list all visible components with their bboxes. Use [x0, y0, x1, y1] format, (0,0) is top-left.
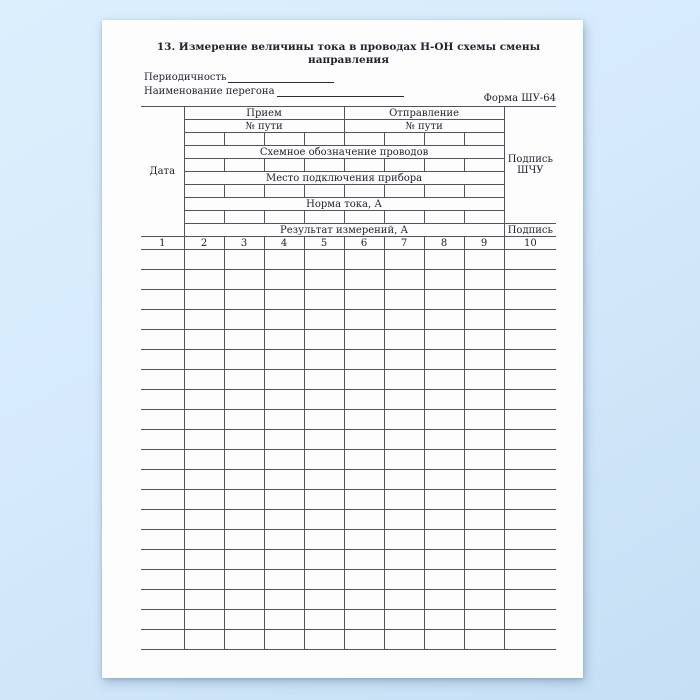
- table-row: [141, 570, 556, 590]
- body-cell: [464, 450, 504, 470]
- body-cell: [184, 250, 224, 270]
- body-cell: [384, 390, 424, 410]
- table-row: [141, 410, 556, 430]
- departure-header: Отправление: [344, 107, 504, 120]
- wire-designation-value-cell: [344, 159, 384, 172]
- body-cell: [424, 630, 464, 650]
- table-row: [141, 530, 556, 550]
- body-cell: [184, 270, 224, 290]
- body-cell: [141, 530, 184, 550]
- stage-name-field: [144, 86, 404, 97]
- table-row: [141, 350, 556, 370]
- current-norm-value-cell: [464, 211, 504, 224]
- page-title: 13. Измерение величины тока в проводах Н-ОН схемы смены направления: [156, 41, 541, 66]
- body-cell: [384, 490, 424, 510]
- body-cell: [464, 350, 504, 370]
- table-row: [141, 430, 556, 450]
- signature-header: Подпись: [504, 224, 556, 237]
- current-norm-value-cell: [224, 211, 264, 224]
- body-cell: [184, 450, 224, 470]
- body-cell: [384, 250, 424, 270]
- stage-name-blank-line: [277, 86, 404, 97]
- body-cell: [304, 250, 344, 270]
- body-cell: [141, 570, 184, 590]
- body-cell: [264, 290, 304, 310]
- body-cell: [504, 510, 556, 530]
- body-cell: [384, 410, 424, 430]
- track-number-value-cell: [344, 133, 384, 146]
- body-cell: [464, 470, 504, 490]
- device-place-value-cell: [184, 185, 224, 198]
- body-cell: [344, 410, 384, 430]
- body-cell: [424, 430, 464, 450]
- body-cell: [424, 470, 464, 490]
- body-cell: [141, 270, 184, 290]
- body-cell: [344, 470, 384, 490]
- body-cell: [304, 350, 344, 370]
- body-cell: [344, 590, 384, 610]
- track-number-value-cell: [304, 133, 344, 146]
- body-cell: [184, 510, 224, 530]
- device-place-value-cell: [464, 185, 504, 198]
- table-row: [141, 490, 556, 510]
- body-cell: [141, 470, 184, 490]
- body-cell: [384, 630, 424, 650]
- body-cell: [464, 290, 504, 310]
- body-cell: [224, 530, 264, 550]
- body-cell: [141, 550, 184, 570]
- table-row: [141, 630, 556, 650]
- body-cell: [224, 610, 264, 630]
- body-cell: [424, 350, 464, 370]
- body-cell: [384, 270, 424, 290]
- column-number-cell: 3: [224, 237, 264, 250]
- body-cell: [184, 470, 224, 490]
- body-cell: [424, 590, 464, 610]
- body-cell: [224, 370, 264, 390]
- body-cell: [264, 410, 304, 430]
- body-cell: [504, 250, 556, 270]
- body-cell: [264, 370, 304, 390]
- body-cell: [384, 350, 424, 370]
- body-cell: [464, 630, 504, 650]
- table-row: [141, 450, 556, 470]
- column-number-cell: 2: [184, 237, 224, 250]
- measurement-result-header: Результат измерений, А: [184, 224, 504, 237]
- wire-designation-value-cell: [304, 159, 344, 172]
- body-cell: [264, 550, 304, 570]
- current-norm-value-cell: [344, 211, 384, 224]
- body-cell: [184, 350, 224, 370]
- body-cell: [344, 490, 384, 510]
- body-cell: [424, 450, 464, 470]
- body-cell: [141, 310, 184, 330]
- body-cell: [264, 270, 304, 290]
- current-norm-value-cell: [424, 211, 464, 224]
- current-norm-header: Норма тока, А: [184, 198, 504, 211]
- table-header: [141, 107, 556, 250]
- body-cell: [464, 510, 504, 530]
- body-cell: [464, 310, 504, 330]
- body-cell: [384, 330, 424, 350]
- device-place-value-cell: [344, 185, 384, 198]
- body-cell: [304, 590, 344, 610]
- body-cell: [424, 390, 464, 410]
- body-cell: [184, 630, 224, 650]
- wires-designation-header: Схемное обозначение проводов: [184, 146, 504, 159]
- body-cell: [184, 370, 224, 390]
- table-row: [141, 550, 556, 570]
- body-cell: [264, 450, 304, 470]
- body-cell: [344, 630, 384, 650]
- column-number-cell: 4: [264, 237, 304, 250]
- wire-designation-value-cell: [384, 159, 424, 172]
- body-cell: [184, 430, 224, 450]
- body-cell: [424, 290, 464, 310]
- body-cell: [264, 630, 304, 650]
- body-cell: [344, 570, 384, 590]
- wire-designation-value-cell: [424, 159, 464, 172]
- body-cell: [344, 510, 384, 530]
- header-row-track-number: [141, 120, 556, 133]
- body-cell: [141, 390, 184, 410]
- table-row: [141, 590, 556, 610]
- body-cell: [464, 330, 504, 350]
- body-cell: [224, 390, 264, 410]
- column-number-cell: 9: [464, 237, 504, 250]
- body-cell: [141, 590, 184, 610]
- body-cell: [344, 610, 384, 630]
- body-cell: [264, 570, 304, 590]
- body-cell: [304, 570, 344, 590]
- body-cell: [264, 510, 304, 530]
- body-cell: [424, 250, 464, 270]
- body-cell: [264, 530, 304, 550]
- body-cell: [141, 610, 184, 630]
- body-cell: [384, 610, 424, 630]
- measurement-table: [141, 106, 556, 650]
- table-row: [141, 510, 556, 530]
- body-cell: [304, 470, 344, 490]
- body-cell: [344, 370, 384, 390]
- body-cell: [224, 470, 264, 490]
- body-cell: [304, 430, 344, 450]
- column-number-cell: 7: [384, 237, 424, 250]
- body-cell: [224, 590, 264, 610]
- body-cell: [424, 330, 464, 350]
- column-number-cell: 6: [344, 237, 384, 250]
- body-cell: [344, 290, 384, 310]
- body-cell: [141, 490, 184, 510]
- header-row-direction: [141, 107, 556, 120]
- column-number-cell: 1: [141, 237, 184, 250]
- table-row: [141, 250, 556, 270]
- header-row-device-place-values: [141, 185, 556, 198]
- body-cell: [224, 250, 264, 270]
- body-cell: [424, 310, 464, 330]
- body-cell: [184, 550, 224, 570]
- body-cell: [304, 330, 344, 350]
- body-cell: [504, 410, 556, 430]
- body-cell: [464, 250, 504, 270]
- body-cell: [304, 310, 344, 330]
- body-cell: [504, 530, 556, 550]
- track-number-reception-header: № пути: [184, 120, 344, 133]
- table-row: [141, 610, 556, 630]
- body-cell: [304, 630, 344, 650]
- device-place-value-cell: [264, 185, 304, 198]
- body-cell: [224, 490, 264, 510]
- body-cell: [264, 390, 304, 410]
- body-cell: [504, 610, 556, 630]
- track-number-value-cell: [424, 133, 464, 146]
- track-number-value-cell: [264, 133, 304, 146]
- current-norm-value-cell: [384, 211, 424, 224]
- header-row-current-norm-values: [141, 211, 556, 224]
- body-cell: [304, 610, 344, 630]
- body-cell: [141, 510, 184, 530]
- date-header: Дата: [141, 107, 184, 237]
- body-cell: [304, 390, 344, 410]
- body-cell: [424, 570, 464, 590]
- signature-shchu-header: Подпись ШЧУ: [504, 107, 556, 224]
- body-cell: [224, 550, 264, 570]
- header-row-column-numbers: [141, 237, 556, 250]
- table-row: [141, 390, 556, 410]
- body-cell: [504, 430, 556, 450]
- table-row: [141, 330, 556, 350]
- body-cell: [304, 550, 344, 570]
- wire-designation-value-cell: [464, 159, 504, 172]
- body-cell: [464, 570, 504, 590]
- body-cell: [304, 270, 344, 290]
- body-cell: [504, 490, 556, 510]
- body-cell: [141, 410, 184, 430]
- body-cell: [224, 350, 264, 370]
- device-place-value-cell: [224, 185, 264, 198]
- body-cell: [504, 390, 556, 410]
- body-cell: [504, 470, 556, 490]
- body-cell: [344, 530, 384, 550]
- body-cell: [304, 410, 344, 430]
- table-row: [141, 470, 556, 490]
- body-cell: [224, 450, 264, 470]
- body-cell: [141, 330, 184, 350]
- header-row-track-number-values: [141, 133, 556, 146]
- body-cell: [384, 310, 424, 330]
- wire-designation-value-cell: [184, 159, 224, 172]
- wire-designation-value-cell: [264, 159, 304, 172]
- wire-designation-value-cell: [224, 159, 264, 172]
- body-cell: [304, 530, 344, 550]
- body-cell: [304, 290, 344, 310]
- body-cell: [224, 270, 264, 290]
- body-cell: [424, 610, 464, 630]
- header-row-wires: [141, 146, 556, 159]
- body-cell: [504, 370, 556, 390]
- body-cell: [184, 410, 224, 430]
- body-cell: [344, 430, 384, 450]
- body-cell: [184, 290, 224, 310]
- body-cell: [224, 510, 264, 530]
- body-cell: [141, 350, 184, 370]
- table-row: [141, 370, 556, 390]
- body-cell: [141, 630, 184, 650]
- periodicity-blank-line: [228, 72, 334, 83]
- body-cell: [184, 530, 224, 550]
- header-row-wires-values: [141, 159, 556, 172]
- table-row: [141, 310, 556, 330]
- form-code: Форма ШУ-64: [483, 93, 556, 104]
- current-norm-value-cell: [184, 211, 224, 224]
- body-cell: [141, 430, 184, 450]
- body-cell: [464, 430, 504, 450]
- body-cell: [264, 250, 304, 270]
- table-row: [141, 270, 556, 290]
- body-cell: [304, 450, 344, 470]
- device-place-value-cell: [304, 185, 344, 198]
- body-cell: [424, 510, 464, 530]
- body-cell: [424, 410, 464, 430]
- body-cell: [504, 630, 556, 650]
- table-row: [141, 290, 556, 310]
- body-cell: [504, 590, 556, 610]
- periodicity-label: Периодичность: [144, 72, 227, 83]
- body-cell: [184, 390, 224, 410]
- body-cell: [424, 550, 464, 570]
- reception-header: Прием: [184, 107, 344, 120]
- body-cell: [504, 570, 556, 590]
- body-cell: [384, 430, 424, 450]
- body-cell: [224, 430, 264, 450]
- body-cell: [304, 510, 344, 530]
- column-number-cell: 5: [304, 237, 344, 250]
- body-cell: [264, 350, 304, 370]
- body-cell: [504, 270, 556, 290]
- body-cell: [184, 610, 224, 630]
- body-cell: [264, 330, 304, 350]
- body-cell: [344, 350, 384, 370]
- body-cell: [344, 550, 384, 570]
- body-cell: [224, 290, 264, 310]
- body-cell: [304, 490, 344, 510]
- body-cell: [504, 350, 556, 370]
- header-row-device-place: [141, 172, 556, 185]
- body-cell: [264, 470, 304, 490]
- body-cell: [344, 390, 384, 410]
- track-number-value-cell: [464, 133, 504, 146]
- body-cell: [141, 290, 184, 310]
- body-cell: [464, 270, 504, 290]
- body-cell: [184, 330, 224, 350]
- periodicity-field: [144, 72, 334, 83]
- body-cell: [464, 390, 504, 410]
- body-cell: [464, 530, 504, 550]
- body-cell: [141, 370, 184, 390]
- body-cell: [464, 490, 504, 510]
- body-cell: [504, 550, 556, 570]
- body-cell: [384, 570, 424, 590]
- body-cell: [384, 370, 424, 390]
- body-cell: [184, 570, 224, 590]
- device-place-header: Место подключения прибора: [184, 172, 504, 185]
- header-row-result: [141, 224, 556, 237]
- device-place-value-cell: [424, 185, 464, 198]
- body-cell: [224, 630, 264, 650]
- body-cell: [184, 590, 224, 610]
- body-cell: [344, 250, 384, 270]
- body-cell: [141, 450, 184, 470]
- body-cell: [464, 370, 504, 390]
- body-cell: [424, 530, 464, 550]
- body-cell: [384, 450, 424, 470]
- body-cell: [424, 270, 464, 290]
- device-place-value-cell: [384, 185, 424, 198]
- form-page: [102, 20, 583, 678]
- body-cell: [344, 310, 384, 330]
- column-number-cell: 8: [424, 237, 464, 250]
- body-cell: [504, 330, 556, 350]
- body-cell: [464, 590, 504, 610]
- track-number-value-cell: [384, 133, 424, 146]
- body-cell: [344, 270, 384, 290]
- track-number-departure-header: № пути: [344, 120, 504, 133]
- body-cell: [344, 450, 384, 470]
- body-cell: [384, 590, 424, 610]
- measurement-rows: [141, 250, 556, 650]
- body-cell: [464, 610, 504, 630]
- body-cell: [384, 290, 424, 310]
- body-cell: [424, 490, 464, 510]
- column-number-cell: 10: [504, 237, 556, 250]
- body-cell: [384, 510, 424, 530]
- body-cell: [184, 490, 224, 510]
- stage-name-label: Наименование перегона: [144, 86, 275, 97]
- body-cell: [224, 330, 264, 350]
- body-cell: [304, 370, 344, 390]
- body-cell: [264, 310, 304, 330]
- body-cell: [264, 490, 304, 510]
- body-cell: [264, 610, 304, 630]
- header-row-current-norm: [141, 198, 556, 211]
- body-cell: [264, 430, 304, 450]
- body-cell: [464, 410, 504, 430]
- body-cell: [424, 370, 464, 390]
- current-norm-value-cell: [304, 211, 344, 224]
- body-cell: [504, 450, 556, 470]
- body-cell: [184, 310, 224, 330]
- body-cell: [141, 250, 184, 270]
- body-cell: [224, 570, 264, 590]
- body-cell: [504, 310, 556, 330]
- track-number-value-cell: [184, 133, 224, 146]
- body-cell: [224, 310, 264, 330]
- body-cell: [384, 470, 424, 490]
- current-norm-value-cell: [264, 211, 304, 224]
- body-cell: [344, 330, 384, 350]
- body-cell: [504, 290, 556, 310]
- track-number-value-cell: [224, 133, 264, 146]
- body-cell: [264, 590, 304, 610]
- body-cell: [224, 410, 264, 430]
- body-cell: [464, 550, 504, 570]
- body-cell: [384, 550, 424, 570]
- body-cell: [384, 530, 424, 550]
